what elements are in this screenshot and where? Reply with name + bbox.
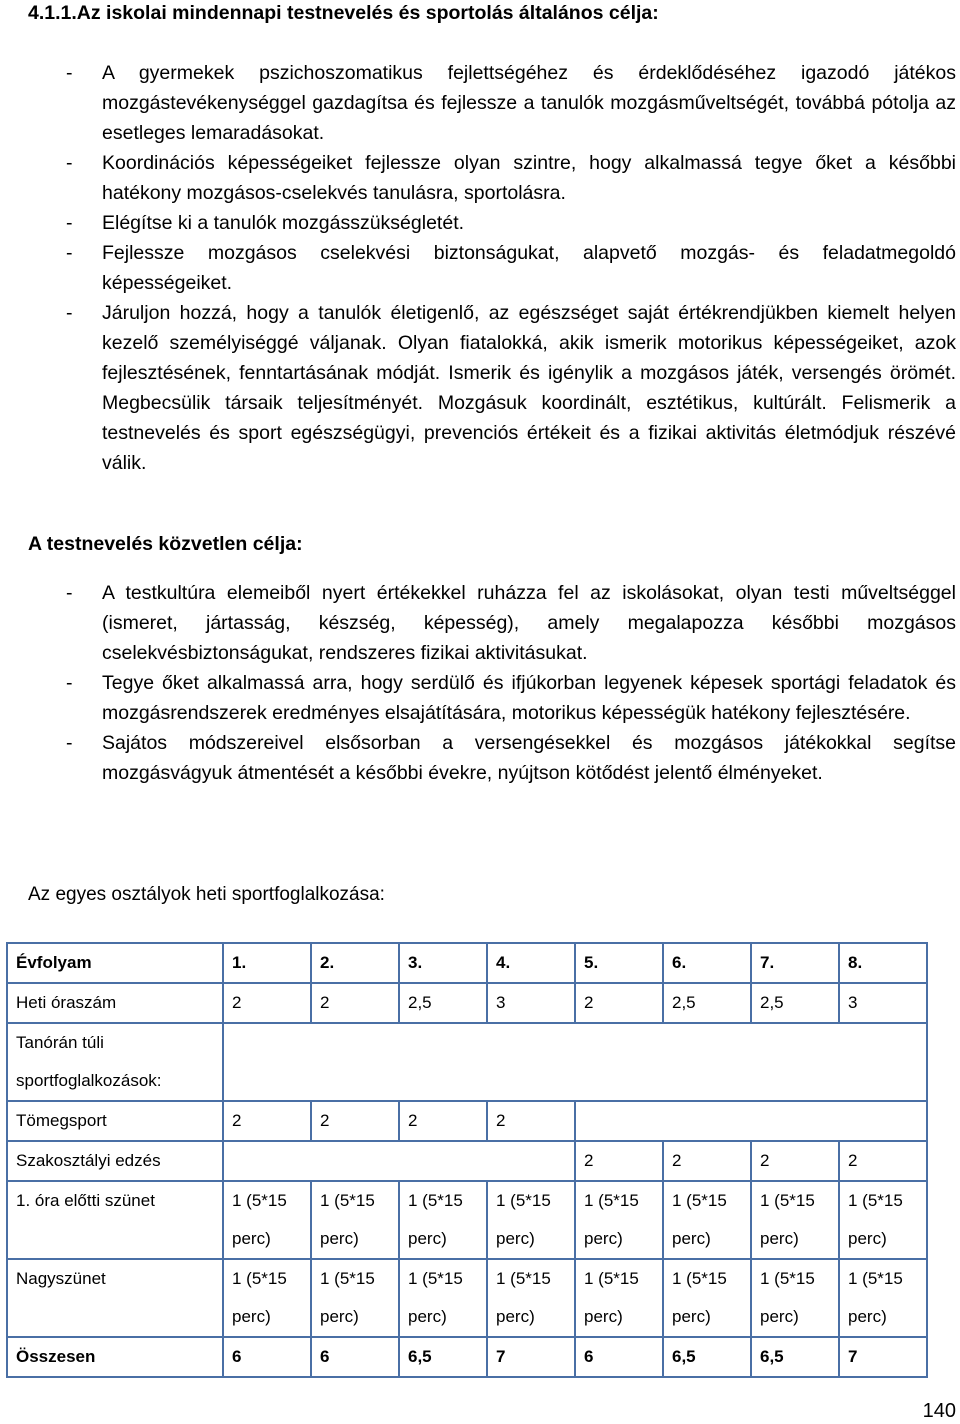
list-item: - Elégítse ki a tanulók mozgásszükségletét. (66, 208, 956, 238)
table-caption: Az egyes osztályok heti sportfoglalkozása: (28, 884, 385, 905)
table-cell: 1 (5*15 perc) (663, 1181, 751, 1259)
page-number: 140 (922, 1400, 956, 1422)
table-cell: 1 (5*15 perc) (223, 1181, 311, 1259)
general-goals-list (66, 58, 956, 478)
table-row-tanoran-tuli (7, 1023, 927, 1101)
grade-cell: 2. (311, 943, 399, 983)
table-row-osszesen (7, 1337, 927, 1377)
table-cell: 3 (487, 983, 575, 1023)
table-cell: 1 (5*15 perc) (751, 1259, 839, 1337)
table-cell: 6,5 (751, 1337, 839, 1377)
table-cell: 2 (663, 1141, 751, 1181)
grade-cell: 1. (223, 943, 311, 983)
grade-cell: 5. (575, 943, 663, 983)
table-cell: 2 (399, 1101, 487, 1141)
list-item: - A testkultúra elemeiből nyert értékekkel ruházza fel az iskolásokat, olyan testi műveltséggel (ismeret, jártasság, készség, képesség), amely megalapozza későbbi mozgásos cselekvésbiztonságukat, rendszeres fizikai aktivitásukat. (66, 578, 956, 668)
table-cell: 7 (839, 1337, 927, 1377)
table-cell: 1 (5*15 perc) (751, 1181, 839, 1259)
table-cell: 1 (5*15 perc) (311, 1259, 399, 1337)
row-label-tanoran-tuli: Tanórán túli sportfoglalkozások: (7, 1023, 223, 1101)
table-row-nagyszunet (7, 1259, 927, 1337)
table-cell: 1 (5*15 perc) (223, 1259, 311, 1337)
table-cell-empty (223, 1023, 927, 1101)
table-cell: 1 (5*15 perc) (575, 1259, 663, 1337)
table-cell: 1 (5*15 perc) (839, 1259, 927, 1337)
list-item: - Fejlessze mozgásos cselekvési biztonságukat, alapvető mozgás- és feladatmegoldó képességeiket. (66, 238, 956, 298)
table-cell: 2 (575, 983, 663, 1023)
table-cell: 3 (839, 983, 927, 1023)
table-cell: 2 (487, 1101, 575, 1141)
table-row-tomegsport (7, 1101, 927, 1141)
row-label-heti-oraszam: Heti óraszám (7, 983, 223, 1023)
table-cell: 2,5 (663, 983, 751, 1023)
table-cell: 2,5 (751, 983, 839, 1023)
table-cell: 2,5 (399, 983, 487, 1023)
direct-goals-list (66, 578, 956, 788)
row-label-szakosztalyi: Szakosztályi edzés (7, 1141, 223, 1181)
list-item: - Koordinációs képességeiket fejlessze olyan szintre, hogy alkalmassá tegye őket a későbbi hatékony mozgásos-cselekvés tanulásra, sportolásra. (66, 148, 956, 208)
table-cell-empty (223, 1141, 575, 1181)
table-cell: 2 (223, 983, 311, 1023)
table-row-ora-elotti (7, 1181, 927, 1259)
table-row-szakosztalyi (7, 1141, 927, 1181)
table-cell: 7 (487, 1337, 575, 1377)
list-item: - A gyermekek pszichoszomatikus fejlettségéhez és érdeklődéséhez igazodó játékos mozgástevékenységgel gazdagítsa és fejlessze a tanulók mozgásműveltségét, továbbá pótolja az esetleges lemaradásokat. (66, 58, 956, 148)
section-heading-general-goals: 4.1.1.Az iskolai mindennapi testnevelés és sportolás általános célja: (28, 2, 659, 24)
weekly-sport-table (6, 942, 928, 1378)
table-cell: 6 (311, 1337, 399, 1377)
grade-cell: 7. (751, 943, 839, 983)
table-row-header (7, 943, 927, 983)
row-label-nagyszunet: Nagyszünet (7, 1259, 223, 1337)
row-label-tomegsport: Tömegsport (7, 1101, 223, 1141)
table-cell: 1 (5*15 perc) (575, 1181, 663, 1259)
table-cell: 1 (5*15 perc) (487, 1181, 575, 1259)
list-item: - Járuljon hozzá, hogy a tanulók életigenlő, az egészséget saját értékrendjükben kiemelt helyen kezelő személyiséggé váljanak. Olyan fiatalokká, akik ismerik motorikus képességeiket, azok fejlesztésének, fenntartásának módját. Ismerik és igénylik a mozgásos játék, versengés örömét. Megbecsülik társaik teljesítményét. Mozgásuk koordinált, esztétikus, kultúrált. Felismerik a testnevelés és sport egészségügyi, prevenciós értékeit és a fizikai aktivitás életmódjuk részévé válik. (66, 298, 956, 478)
row-label-evfolyam: Évfolyam (7, 943, 223, 983)
table-cell: 1 (5*15 perc) (839, 1181, 927, 1259)
table-row-heti (7, 983, 927, 1023)
grade-cell: 4. (487, 943, 575, 983)
row-label-osszesen: Összesen (7, 1337, 223, 1377)
table-cell: 1 (5*15 perc) (487, 1259, 575, 1337)
table-cell: 2 (311, 983, 399, 1023)
table-cell: 6 (223, 1337, 311, 1377)
grade-cell: 3. (399, 943, 487, 983)
table-cell: 2 (839, 1141, 927, 1181)
table-cell: 1 (5*15 perc) (399, 1259, 487, 1337)
table-cell: 1 (5*15 perc) (311, 1181, 399, 1259)
grade-cell: 6. (663, 943, 751, 983)
row-label-ora-elotti: 1. óra előtti szünet (7, 1181, 223, 1259)
table-cell: 2 (223, 1101, 311, 1141)
list-item: - Sajátos módszereivel elsősorban a versengésekkel és mozgásos játékokkal segítse mozgásvágyuk átmentését a későbbi évekre, nyújtson kötődést jelentő élményeket. (66, 728, 956, 788)
table-cell-empty (575, 1101, 927, 1141)
table-cell: 2 (311, 1101, 399, 1141)
table-cell: 2 (575, 1141, 663, 1181)
table-cell: 2 (751, 1141, 839, 1181)
table-cell: 6 (575, 1337, 663, 1377)
list-item: - Tegye őket alkalmassá arra, hogy serdülő és ifjúkorban legyenek képesek sportági feladatok és mozgásrendszerek eredményes elsajátítására, motorikus képességük hatékony fejlesztésére. (66, 668, 956, 728)
table-cell: 1 (5*15 perc) (663, 1259, 751, 1337)
table-cell: 6,5 (399, 1337, 487, 1377)
section-heading-direct-goals: A testnevelés közvetlen célja: (28, 533, 303, 555)
table-cell: 1 (5*15 perc) (399, 1181, 487, 1259)
grade-cell: 8. (839, 943, 927, 983)
table-cell: 6,5 (663, 1337, 751, 1377)
